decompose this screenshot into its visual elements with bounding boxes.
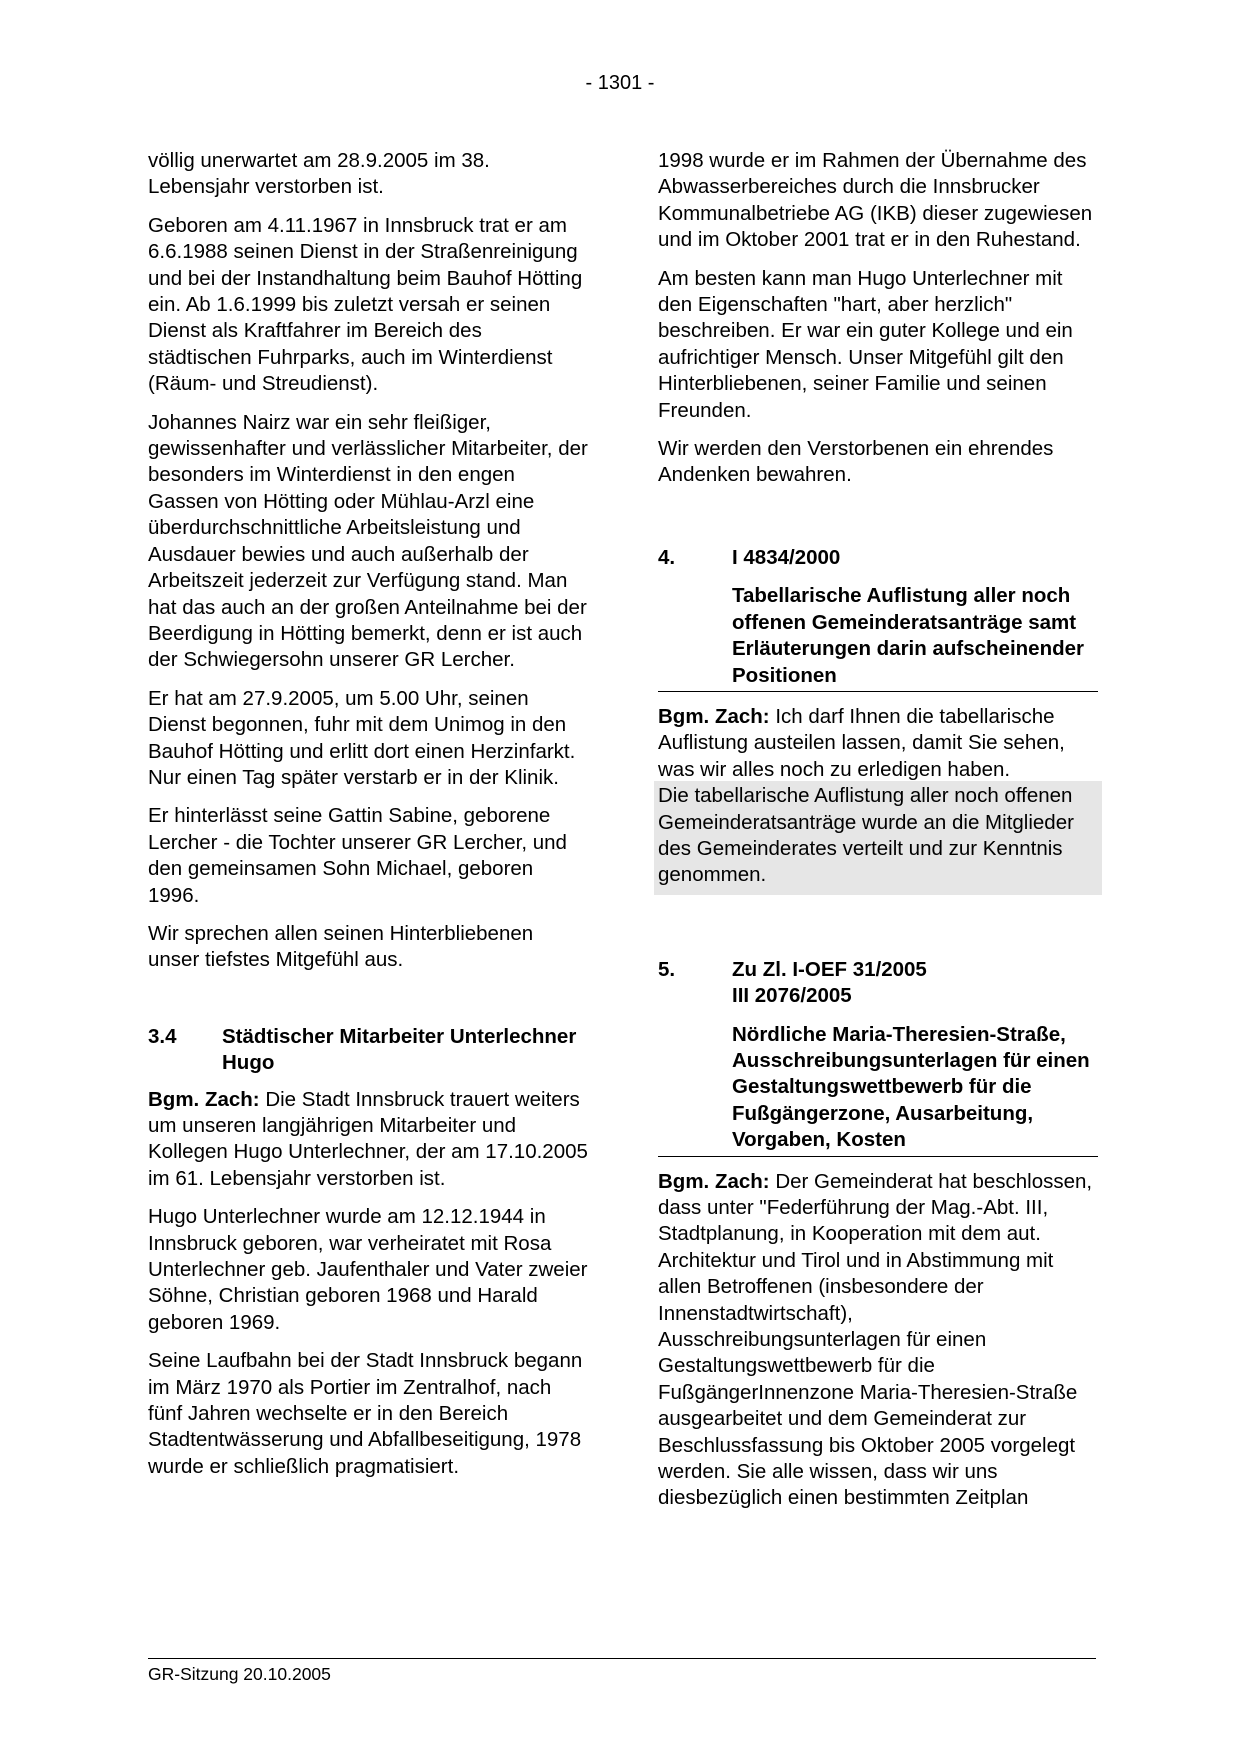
footer-text: GR-Sitzung 20.10.2005: [148, 1664, 331, 1684]
section-4-title: Tabellarische Auflistung aller noch offenen Gemeinderatsanträge samt Erläuterungen darin aufscheinender Positionen: [658, 583, 1098, 692]
section-5-title-block: [732, 1022, 1098, 1157]
paragraph: Hugo Unterlechner wurde am 12.12.1944 in Innsbruck geboren, war verheiratet mit Rosa Unterlechner geb. Jaufenthaler und Vater zweier Söhne, Christian geboren 1968 und Harald geboren 1969.: [148, 1205, 588, 1334]
section-5-speech: [658, 1169, 1098, 1512]
footer-divider: [148, 1658, 1096, 1659]
paragraph: Am besten kann man Hugo Unterlechner mit den Eigenschaften "hart, aber herzlich" beschreiben. Er war ein guter Kollege und ein aufrichtiger Mensch. Unser Mitgefühl gilt den Hinterbliebenen, seiner Familie und seinen Freunden.: [658, 266, 1073, 422]
section-number: 3.4: [148, 1024, 177, 1048]
paragraph: Er hat am 27.9.2005, um 5.00 Uhr, seinen Dienst begonnen, fuhr mit dem Unimog in den Bauhof Hötting und erlitt dort einen Herzinfarkt. Nur einen Tag später verstarb er in der Klinik.: [148, 686, 576, 789]
section-heading: [148, 1024, 588, 1077]
section-title: Städtischer Mitarbeiter Unterlechner Hugo: [222, 1024, 577, 1075]
section-4-heading: [658, 545, 1098, 571]
section-5-heading: [658, 957, 1098, 1010]
section-reference: III 2076/2005: [732, 984, 852, 1008]
speech-text: Die Stadt Innsbruck trauert weiters um unseren langjährigen Mitarbeiter und Kollegen Hugo Unterlechner, der am 17.10.2005 im 61. Lebensjahr verstorben ist.: [148, 1087, 588, 1190]
section-reference: I 4834/2000: [732, 545, 841, 569]
section-4-title-block: [732, 583, 1098, 692]
speech-text: Der Gemeinderat hat beschlossen, dass unter "Federführung der Mag.-Abt. III, Stadtplanung, in Kooperation mit dem aut. Architektur und Tirol und in Abstimmung mit allen Betroffenen (insbesondere der Innenstadtwirtschaft), Ausschreibungsunterlagen für einen Gestaltungswettbewerb für die FußgängerInnenzone Maria-Theresien-Straße ausgearbeitet und dem Gemeinderat zur Beschlussfassung bis Oktober 2005 vorgelegt werden. Sie alle wissen, dass wir uns diesbezüglich einen bestimmten Zeitplan: [658, 1169, 1093, 1510]
section-number: 5.: [658, 957, 676, 981]
speech-paragraph: [148, 1087, 588, 1193]
page-number: - 1301 -: [585, 72, 655, 94]
paragraph: völlig unerwartet am 28.9.2005 im 38. Lebensjahr verstorben ist.: [148, 149, 490, 199]
right-column: [658, 148, 1098, 1524]
paragraph: Er hinterlässt seine Gattin Sabine, geborene Lercher - die Tochter unserer GR Lercher, und den gemeinsamen Sohn Michael, geboren 1996.: [148, 804, 567, 907]
paragraph: Wir sprechen allen seinen Hinterbliebenen unser tiefstes Mitgefühl aus.: [148, 921, 534, 972]
paragraph: Johannes Nairz war ein sehr fleißiger, gewissenhafter und verlässlicher Mitarbeiter, der besonders im Winterdienst in den engen Gassen von Hötting oder Mühlau-Arzl eine überdurchschnittliche Arbeitsleistung und Ausdauer bewies und auch außerhalb der Arbeitszeit jederzeit zur Verfügung stand. Man hat das auch an der großen Anteilnahme bei der Beerdigung in Hötting bemerkt, denn er ist auch der Schwiegersohn unserer GR Lercher.: [148, 410, 588, 672]
speaker-label: Bgm. Zach:: [658, 704, 770, 728]
paragraph: 1998 wurde er im Rahmen der Übernahme des Abwasserbereiches durch die Innsbrucker Kommunalbetriebe AG (IKB) dieser zugewiesen und im Oktober 2001 trat er in den Ruhestand.: [658, 149, 1093, 252]
paragraph: Seine Laufbahn bei der Stadt Innsbruck begann im März 1970 als Portier im Zentralhof, nach fünf Jahren wechselte er in den Bereich Stadtentwässerung und Abfallbeseitigung, 1978 wurde er schließlich pragmatisiert.: [148, 1349, 583, 1478]
section-reference: Zu Zl. I-OEF 31/2005: [732, 957, 927, 981]
section-references: [732, 957, 1098, 1010]
speaker-label: Bgm. Zach:: [658, 1169, 770, 1193]
paragraph: Wir werden den Verstorbenen ein ehrendes Andenken bewahren.: [658, 437, 1054, 487]
decision-box: Die tabellarische Auflistung aller noch offenen Gemeinderatsanträge wurde an die Mitglieder des Gemeinderates verteilt und zur Kenntnis genommen.: [654, 781, 1102, 895]
paragraph: Geboren am 4.11.1967 in Innsbruck trat er am 6.6.1988 seinen Dienst in der Straßenreinigung und bei der Instandhaltung beim Bauhof Hötting ein. Ab 1.6.1999 bis zuletzt versah er seinen Dienst als Kraftfahrer im Bereich des städtischen Fuhrparks, auch im Winterdienst (Räum- und Streudienst).: [148, 213, 583, 396]
section-number: 4.: [658, 545, 676, 569]
speaker-label: Bgm. Zach:: [148, 1087, 260, 1111]
section-5-title: Nördliche Maria-Theresien-Straße, Ausschreibungsunterlagen für einen Gestaltungswettbewerb für die Fußgängerzone, Ausarbeitung, Vorgaben, Kosten: [658, 1022, 1098, 1157]
section-4-speech: [658, 704, 1098, 783]
speech-text: Ich darf Ihnen die tabellarische Auflistung austeilen lassen, damit Sie sehen, was wir alles noch zu erledigen haben.: [658, 704, 1065, 781]
left-column: [148, 148, 588, 1492]
